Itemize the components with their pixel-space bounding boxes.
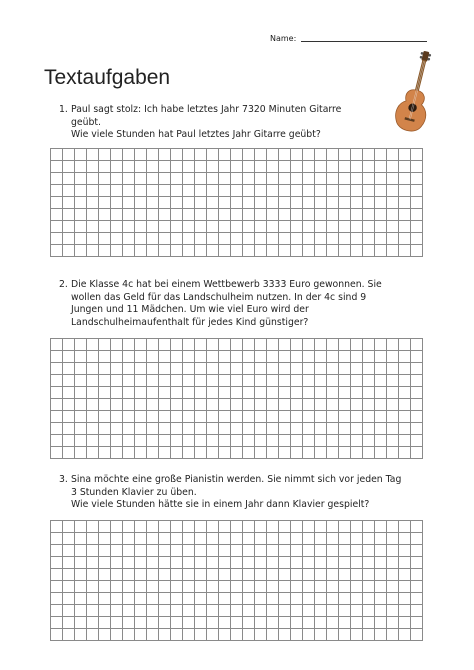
name-label: Name:	[270, 34, 297, 43]
task-2-number: 2.	[59, 279, 68, 290]
task-2-text-4: Landschulheimaufenthalt für jedes Kind günstiger?	[71, 316, 309, 328]
task-3-text-1: Sina möchte eine große Pianistin werden. Sie nimmt sich vor jeden Tag	[71, 474, 402, 485]
task-3-text-2: 3 Stunden Klavier zu üben.	[71, 486, 197, 498]
task-2-text-1: Die Klasse 4c hat bei einem Wettbewerb 3333 Euro gewonnen. Sie	[71, 279, 382, 290]
task-1-text-2: geübt.	[71, 116, 102, 128]
page-title: Textaufgaben	[44, 66, 171, 89]
task-1-line-1	[59, 104, 431, 117]
name-field	[270, 34, 427, 43]
answer-grid-3[interactable]	[50, 520, 423, 641]
task-2-line-1	[59, 279, 431, 292]
task-3-text-3: Wie viele Stunden hätte sie in einem Jahr dann Klavier gespielt?	[71, 499, 370, 510]
name-line[interactable]	[301, 41, 427, 42]
task-2	[59, 279, 431, 329]
task-1	[59, 104, 431, 142]
answer-grid-2[interactable]	[50, 338, 423, 459]
task-3	[59, 474, 431, 512]
task-3-number: 3.	[59, 474, 68, 485]
task-2-text-3: Jungen und 11 Mädchen. Um wie viel Euro wird der	[71, 304, 309, 315]
task-2-text-2: wollen das Geld für das Landschulheim nutzen. In der 4c sind 9	[71, 291, 367, 303]
task-1-text-1: Paul sagt stolz: Ich habe letztes Jahr 7320 Minuten Gitarre	[71, 104, 342, 115]
task-3-line-1	[59, 474, 431, 487]
task-1-text-3: Wie viele Stunden hat Paul letztes Jahr Gitarre geübt?	[71, 129, 321, 140]
task-1-number: 1.	[59, 104, 68, 115]
answer-grid-1[interactable]	[50, 148, 423, 257]
